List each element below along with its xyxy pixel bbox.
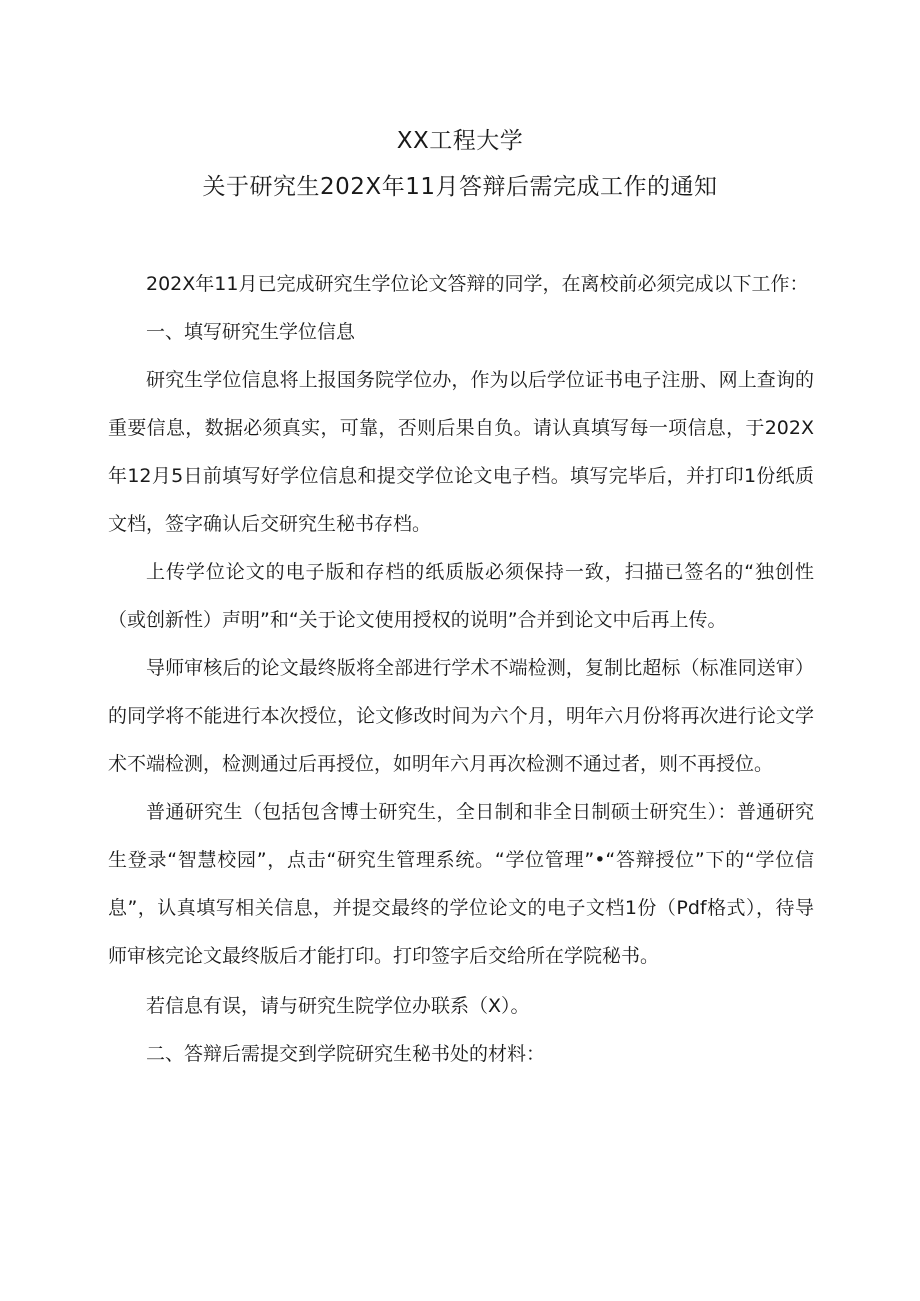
title-block <box>0 118 920 210</box>
intro-paragraph: 202X年11月已完成研究生学位论文答辩的同学，在离校前必须完成以下工作： <box>146 273 809 295</box>
document-body <box>108 260 814 1078</box>
paragraph-contact: 若信息有误，请与研究生院学位办联系（X）。 <box>146 995 530 1017</box>
institution-title: XX工程大学 <box>396 128 524 154</box>
paragraph-upload-consistency: 上传学位论文的电子版和存档的纸质版必须保持一致，扫描已签名的“独创性（或创新性）声明”和“关于论文使用授权的说明”合并到论文中后再上传。 <box>108 561 814 631</box>
paragraph-degree-info: 研究生学位信息将上报国务院学位办，作为以后学位证书电子注册、网上查询的重要信息，数据必须真实，可靠，否则后果自负。请认真填写每一项信息，于202X年12月5日前填写好学位信息和提交学位论文电子档。填写完毕后，并打印1份纸质文档，签字确认后交研究生秘书存档。 <box>108 369 814 535</box>
paragraph-plagiarism-check: 导师审核后的论文最终版将全部进行学术不端检测，复制比超标（标准同送审）的同学将不能进行本次授位，论文修改时间为六个月，明年六月份将再次进行论文学术不端检测，检测通过后再授位，如明年六月再次检测不通过者，则不再授位。 <box>108 657 814 775</box>
paragraph-regular-students: 普通研究生（包括包含博士研究生，全日制和非全日制硕士研究生）：普通研究生登录“智慧校园”，点击“研究生管理系统。“学位管理”•“答辩授位”下的“学位信息”，认真填写相关信息，并提交最终的学位论文的电子文档1份（Pdf格式），待导师审核完论文最终版后才能打印。打印签字后交给所在学院秘书。 <box>108 801 814 967</box>
notice-title: 关于研究生202X年11月答辩后需完成工作的通知 <box>202 174 718 200</box>
section-1-heading: 一、填写研究生学位信息 <box>146 321 356 343</box>
section-2-heading: 二、答辩后需提交到学院研究生秘书处的材料： <box>146 1043 546 1065</box>
